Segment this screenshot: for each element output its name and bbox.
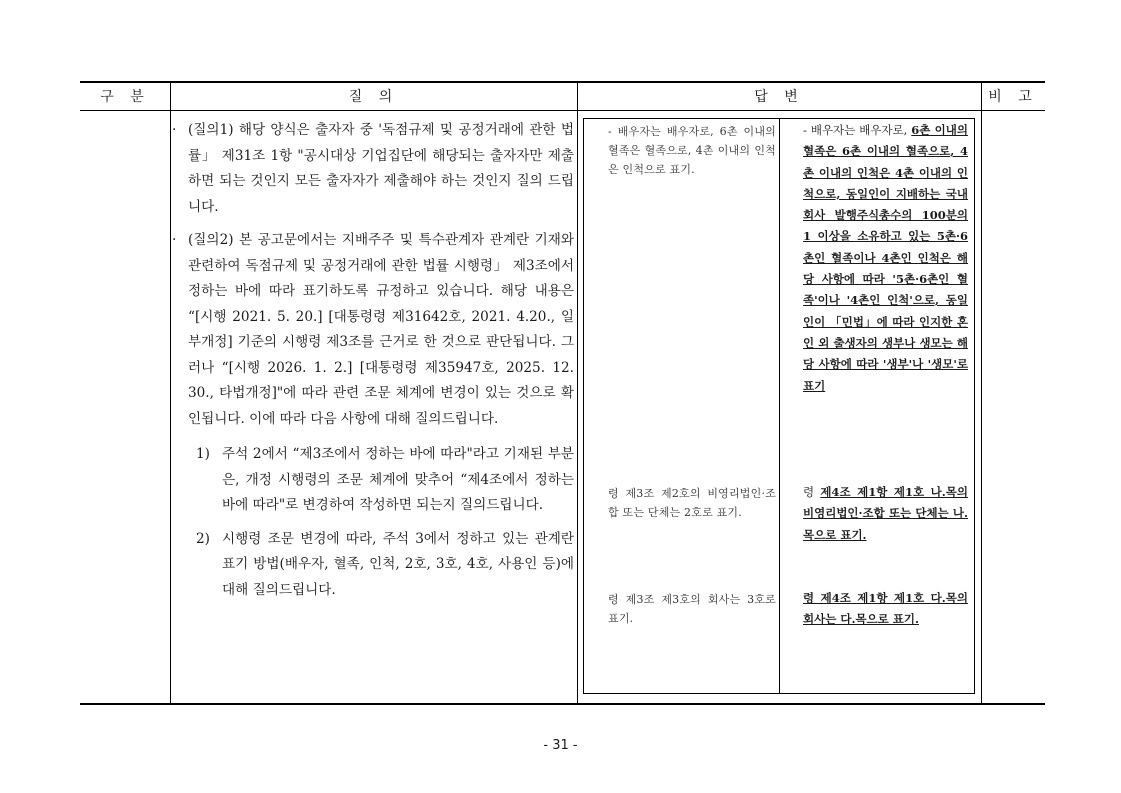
question-item-1 bbox=[174, 442, 574, 519]
divider-2 bbox=[577, 82, 578, 704]
bullet: · bbox=[172, 122, 177, 138]
bullet: · bbox=[172, 232, 177, 248]
answer-current-3: 령 제3조 제3호의 회사는 3호로 표기. bbox=[608, 593, 776, 625]
header-category: 구 분 bbox=[100, 89, 150, 105]
answer-revised-1-plain: - 배우자는 배우자로, bbox=[803, 123, 912, 137]
question-column bbox=[174, 118, 574, 611]
question-1 bbox=[174, 118, 574, 220]
answer-revised-1-bold: 6촌 이내의 혈족은 6촌 이내의 혈족으로, 4촌 이내의 인척은 4촌 이내의 인척으로, 동일인이 지배하는 국내 회사 발행주식총수의 100분의 1 이상을 소유하고 있는 5촌·6촌인 혈족이나 4촌인 인척은 해당 사항에 따라 '5촌·6촌인 혈족'이나 '4촌인 인척'으로, 동일인이 「민법」에 따라 인지한 혼인 외 출생자의 생부나 생모는 해당 사항에 따라 '생부'나 '생모'로 표기 bbox=[803, 123, 968, 393]
table-bottom-rule bbox=[80, 703, 1045, 705]
item-number: 1) bbox=[196, 446, 210, 462]
answer-revised-2 bbox=[803, 482, 968, 546]
header-question: 질 의 bbox=[348, 89, 399, 105]
header-remarks: 비 고 bbox=[988, 89, 1038, 105]
divider-3 bbox=[981, 82, 982, 704]
answer-revised-3 bbox=[803, 588, 968, 631]
page-number: - 31 - bbox=[543, 738, 578, 753]
answer-current-2: 령 제3조 제2호의 비영리법인·조합 또는 단체는 2호로 표기. bbox=[608, 487, 776, 519]
header-bottom-rule bbox=[80, 110, 1045, 111]
header-answer: 답 변 bbox=[754, 89, 804, 105]
question-item-1-text: 주석 2에서 “제3조에서 정하는 바에 따라"라고 기재된 부분은, 개정 시행령의 조문 체계에 맞추어 “제4조에서 정하는 바에 따라"로 변경하여 작성하면 되는지 질의드립니다. bbox=[222, 446, 574, 513]
question-2-text: (질의2) 본 공고문에서는 지배주주 및 특수관계자 관계란 기재와 관련하여 독점규제 및 공정거래에 관한 법률 시행령」 제3조에서 정하는 바에 따라 표기하도록 규정하고 있습니다. 해당 내용은 “[시행 2021. 5. 20.] [대통령령 제31642호, 2021. 4.20., 일부개정] 기준의 시행령 제3조를 근거로 한 것으로 판단됩니다. 그러나 “[시행 2026. 1. 2.] [대통령령 제35947호, 2025. 12. 30., 타법개정]"에 따라 관련 조문 체계에 변경이 있는 것으로 확인됩니다. 이에 따라 다음 사항에 대해 질의드립니다. bbox=[188, 232, 574, 427]
answer-revised-3-bold: 령 제4조 제1항 제1호 다.목의 회사는 다.목으로 표기. bbox=[803, 591, 968, 627]
item-number: 2) bbox=[196, 530, 210, 547]
question-item-2 bbox=[174, 527, 574, 604]
answer-revised-2-plain: 령 bbox=[803, 485, 821, 499]
answer-revised-2-bold: 제4조 제1항 제1호 나.목의 비영리법인·조합 또는 단체는 나.목으로 표기. bbox=[803, 485, 969, 542]
divider-1 bbox=[170, 82, 171, 704]
answer-current-1: - 배우자는 배우자로, 6촌 이내의 혈족은 혈족으로, 4촌 이내의 인척은 인척으로 표기. bbox=[608, 125, 776, 176]
question-2 bbox=[174, 228, 574, 432]
question-1-text: (질의1) 해당 양식은 출자자 중 '독점규제 및 공정거래에 관한 법률」 제31조 1항 "공시대상 기업집단에 해당되는 출자자만 제출하면 되는 것인지 모든 출자자가 제출해야 하는 것인지 질의 드립니다. bbox=[188, 122, 574, 215]
question-item-2-text: 시행령 조문 변경에 따라, 주석 3에서 정하고 있는 관계란 표기 방법(배우자, 혈족, 인척, 2호, 3호, 4호, 사용인 등)에 대해 질의드립니다. bbox=[222, 530, 574, 598]
answer-revised-1 bbox=[803, 120, 968, 397]
answer-inner-divider bbox=[779, 119, 780, 693]
